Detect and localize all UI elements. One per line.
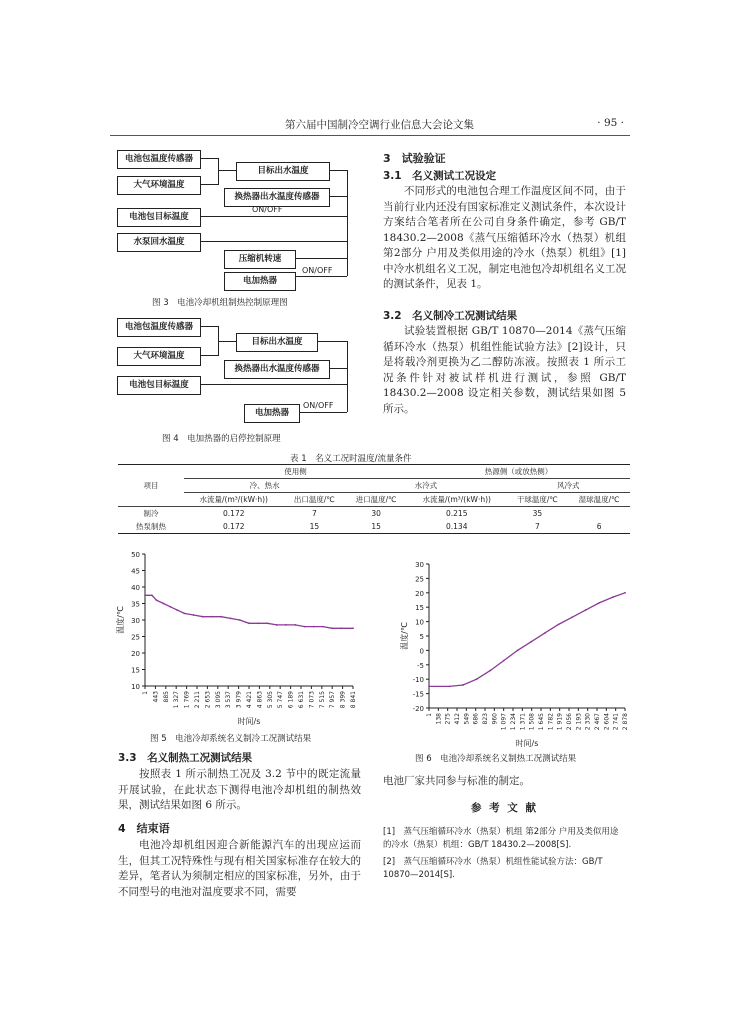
x-tick-label: 2 878 (622, 713, 629, 731)
y-tick-label: -10 (412, 676, 424, 685)
x-tick-label: 7 957 (329, 691, 337, 709)
section-3-1-heading: 3.1 名义测试工况设定 (383, 170, 497, 182)
x-tick-label: 1 (142, 691, 149, 695)
y-tick-label: 10 (415, 618, 424, 627)
fig4-battery-temp-sensor: 电池包温度传感器 (117, 318, 201, 337)
y-tick-label: 30 (415, 561, 424, 569)
connector (218, 341, 236, 342)
x-tick-label: 549 (463, 713, 471, 725)
section-3-2-text: 试验装置根据 GB/T 10870—2014《蒸气压缩循环冷水（热泵）机组性能试验方法》[2]设计，只是将载冷剂更换为乙二醇防冻液。按照表 1 所示工况条件针对被试样机进行测试，参照 GB/T 18430.2—2008 设定相关参数，测试结果如图 5 所示。 (383, 325, 626, 415)
fig3-electric-heater: 电加热器 (224, 272, 296, 291)
table-header-cell: 冷、热水 (184, 479, 345, 493)
fig3-onoff-signal-2: ON/OFF (302, 266, 333, 275)
x-tick-label: 4 421 (246, 691, 253, 709)
fig4-electric-heater: 电加热器 (244, 404, 300, 423)
data-point (517, 650, 519, 652)
x-tick-label: 2 467 (594, 713, 601, 731)
y-tick-label: 50 (131, 551, 140, 559)
data-point (276, 624, 278, 626)
y-tick-label: 20 (131, 650, 140, 658)
connector (317, 341, 347, 342)
data-point (202, 616, 204, 618)
continued-text: 电池厂家共同参与标准的制定。 (383, 775, 530, 787)
figure-5-chart (105, 548, 367, 728)
data-point (489, 670, 491, 672)
y-tick-label: 20 (415, 589, 424, 598)
table-header-row (118, 479, 630, 493)
x-tick-label: 2 193 (575, 713, 583, 731)
x-tick-label: 2 056 (566, 713, 573, 731)
reference-item-2: [2] 蒸气压缩循环冷水（热泵）机组性能试验方法：GB/T 10870—2014[S]. (383, 857, 603, 880)
x-tick-label: 2 741 (612, 713, 620, 731)
data-point (211, 616, 213, 618)
data-point (313, 626, 315, 628)
table-header-cell: 出口温度/℃ (284, 493, 346, 507)
table-header-cell: 干球温度/℃ (507, 493, 569, 507)
x-tick-label: 3 095 (214, 691, 222, 709)
table-cell: 7 (311, 509, 317, 518)
table-cell: 15 (371, 522, 381, 531)
x-tick-label: 7 073 (308, 691, 316, 709)
table-cell: 0.215 (446, 509, 468, 518)
data-point (331, 627, 333, 629)
y-tick-label: 10 (131, 683, 140, 691)
running-header (110, 117, 630, 136)
fig3-caption: 图 3 电池冷却机组制热控制原理图 (152, 298, 288, 308)
connector (295, 258, 347, 259)
data-point (476, 678, 478, 680)
connector (295, 276, 347, 277)
table-row (118, 520, 630, 534)
x-tick-label: 138 (435, 713, 443, 725)
x-tick-label: 2 330 (584, 713, 592, 731)
data-point (285, 624, 287, 626)
fig5-caption: 图 5 电池冷却系统名义制冷工况测试结果 (150, 734, 312, 744)
section-3-3-text: 按照表 1 所示制热工况及 3.2 节中的既定流量开展试验，在此状态下测得电池冷却机组的制热效果，测试结果如图 6 所示。 (118, 768, 361, 811)
table-header-cell: 热源侧（或放热侧） (407, 465, 630, 479)
connector (200, 355, 218, 356)
section-4-text: 电池冷却机组因迎合新能源汽车的出现应运而生，但其工况特殊性与现有相关国家标准存在较大的差异，笔者认为须制定相应的国家标准，另外，由于不同型号的电池对温度要求不同，需要 (118, 839, 361, 898)
y-tick-label: 30 (131, 617, 140, 625)
y-tick-label: 40 (131, 584, 140, 592)
connector (200, 216, 347, 217)
x-tick-label: 443 (152, 691, 160, 703)
temperature-series-line (429, 593, 625, 687)
fig4-onoff-signal: ON/OFF (303, 401, 334, 410)
table-row (118, 507, 630, 521)
fig3-onoff-signal-1: ON/OFF (252, 205, 283, 214)
y-tick-label: -20 (412, 705, 424, 713)
table-cell: 6 (596, 522, 602, 531)
data-point (156, 599, 158, 601)
x-tick-label: 1 234 (510, 713, 517, 731)
fig3-ambient-temp: 大气环境温度 (117, 176, 201, 195)
data-point (151, 594, 153, 596)
table-cell: 35 (532, 509, 543, 518)
table-header-cell: 风冷式 (507, 479, 631, 493)
data-point (248, 622, 250, 624)
connector (200, 241, 347, 242)
table-cell: 0.134 (446, 522, 468, 531)
x-tick-label: 1 (426, 713, 433, 717)
data-point (624, 592, 626, 594)
table-1 (118, 464, 630, 534)
data-point (544, 632, 546, 634)
table-cell: 制冷 (143, 509, 159, 518)
data-point (144, 594, 146, 596)
section-4-heading: 4 结束语 (118, 822, 170, 835)
table-cell: 热泵制热 (136, 522, 166, 531)
connector (200, 184, 218, 185)
table-cell: 7 (534, 522, 540, 531)
data-point (612, 596, 614, 598)
data-point (163, 603, 165, 605)
table-header-cell: 项目 (118, 465, 184, 507)
x-tick-label: 1 919 (556, 713, 564, 731)
x-tick-label: 686 (472, 713, 480, 725)
data-point (294, 624, 296, 626)
data-point (585, 609, 587, 611)
data-point (183, 613, 185, 615)
data-point (598, 602, 600, 604)
x-tick-label: 7 515 (318, 691, 326, 709)
data-point (557, 624, 559, 626)
table-header-row (118, 493, 630, 507)
section-3-2-heading: 3.2 名义制冷工况测试结果 (383, 310, 518, 322)
fig3-compressor-speed: 压缩机转速 (224, 250, 296, 269)
fig4-ambient-temp: 大气环境温度 (117, 347, 201, 366)
y-tick-label: 25 (415, 575, 424, 584)
table-cell: 0.172 (223, 509, 245, 518)
data-point (176, 609, 178, 611)
section-3-3-heading: 3.3 名义制热工况测试结果 (118, 752, 253, 764)
table-cell (568, 507, 630, 521)
x-tick-label: 3 537 (225, 691, 233, 709)
x-tick-label: 8 841 (350, 691, 357, 709)
data-point (170, 606, 172, 608)
table-cell: 0.172 (223, 522, 245, 531)
x-tick-label: 6 189 (287, 691, 295, 709)
x-tick-label: 412 (454, 713, 461, 725)
x-tick-label: 8 399 (339, 691, 347, 709)
x-tick-label: 5 305 (266, 691, 274, 709)
fig4-caption: 图 4 电加热器的启停控制原理 (162, 434, 281, 444)
connector (347, 341, 348, 412)
table-header-cell: 水冷式 (345, 479, 506, 493)
connector (329, 170, 347, 171)
y-tick-label: 25 (131, 633, 140, 642)
x-tick-label: 1 782 (547, 713, 555, 731)
x-axis-label: 时间/s (515, 739, 539, 748)
connector (218, 170, 236, 171)
y-tick-label: 35 (131, 600, 140, 609)
data-point (230, 617, 232, 619)
x-tick-label: 2 604 (603, 713, 611, 731)
y-tick-label: 45 (131, 567, 140, 576)
fig4-target-outlet-temp: 目标出水温度 (236, 333, 318, 352)
data-point (257, 622, 259, 624)
x-tick-label: 1 645 (538, 713, 545, 731)
x-tick-label: 1 097 (500, 713, 508, 731)
x-axis-label: 时间/s (237, 717, 261, 726)
x-tick-label: 6 631 (298, 691, 305, 709)
x-tick-label: 2 653 (204, 691, 212, 709)
table1-title: 表 1 名义工况时温度/流量条件 (290, 454, 412, 464)
x-tick-label: 1 508 (528, 713, 536, 731)
figure-6-chart (385, 558, 635, 750)
data-point (530, 641, 532, 643)
fig3-hx-outlet-sensor: 换热器出水温度传感器 (224, 188, 330, 207)
y-axis-label: 温度/℃ (116, 606, 125, 634)
data-point (571, 616, 573, 618)
connector (200, 384, 347, 385)
data-point (193, 614, 195, 616)
fig3-target-outlet-temp: 目标出水温度 (236, 162, 330, 181)
data-point (304, 626, 306, 628)
data-point (267, 622, 269, 624)
x-tick-label: 275 (444, 713, 452, 725)
data-point (448, 686, 450, 688)
connector (329, 368, 347, 369)
x-tick-label: 1 769 (183, 691, 191, 709)
fig6-caption: 图 6 电池冷却系统名义制热工况测试结果 (415, 754, 577, 764)
page-number: · 95 · (597, 117, 624, 129)
table-header-cell: 使用侧 (184, 465, 407, 479)
y-tick-label: 15 (415, 604, 424, 613)
x-tick-label: 5 747 (277, 691, 285, 709)
section-3-heading: 3 试验验证 (383, 152, 446, 165)
y-axis-label: 温度/℃ (400, 622, 409, 650)
data-point (239, 619, 241, 621)
x-tick-label: 823 (482, 713, 489, 725)
table-cell: 30 (371, 509, 381, 518)
table-header-cell: 湿球温度/℃ (568, 493, 630, 507)
x-tick-label: 3 979 (235, 691, 243, 709)
x-tick-label: 885 (162, 691, 170, 703)
x-tick-label: 1 371 (519, 713, 527, 731)
section-3-1-text: 不同形式的电池包合理工作温度区间不同，由于当前行业内还没有国家标准定义测试条件，本次设计方案结合笔者所在公司自身条件确定，参考 GB/T 18430.2—2008《蒸气压缩循环冷水（热泵）机组 第2部分 户用及类似用途的冷水（热泵）机组》[1]中冷水机组名义工况，制定电池包冷却机组名义工况的测试条件，见表 1。 (383, 185, 626, 290)
y-tick-label: 0 (419, 647, 424, 656)
table-header-cell: 水流量/(m³/(kW·h)) (407, 493, 507, 507)
fig3-battery-target-temp: 电池包目标温度 (117, 208, 201, 227)
header-title: 第六届中国制冷空调行业信息大会论文集 (285, 119, 474, 131)
reference-item-1: [1] 蒸气压缩循环冷水（热泵）机组 第2部分 户用及类似用途的冷水（热泵）机组：GB/T 18430.2—2008[S]. (383, 827, 619, 850)
connector (200, 158, 218, 159)
y-tick-label: -5 (417, 661, 424, 670)
connector (329, 196, 347, 197)
y-tick-label: -15 (412, 690, 424, 699)
fig3-battery-temp-sensor: 电池包温度传感器 (117, 150, 201, 169)
x-tick-label: 960 (491, 713, 499, 725)
connector (299, 412, 347, 413)
data-point (341, 627, 343, 629)
connector (200, 326, 218, 327)
x-tick-label: 2 211 (194, 691, 201, 709)
fig4-hx-outlet-sensor: 换热器出水温度传感器 (224, 360, 330, 379)
x-tick-label: 1 327 (173, 691, 181, 709)
y-tick-label: 15 (131, 666, 140, 675)
table-header-row (118, 465, 630, 479)
fig3-pump-return-temp: 水泵回水温度 (117, 233, 201, 252)
connector (218, 158, 219, 185)
y-tick-label: 5 (419, 633, 424, 641)
x-tick-label: 4 863 (256, 691, 264, 709)
fig4-battery-target-temp: 电池包目标温度 (117, 376, 201, 395)
table-cell: 15 (309, 522, 320, 531)
table-header-cell: 进口温度/℃ (345, 493, 407, 507)
data-point (322, 626, 324, 628)
data-point (428, 686, 430, 688)
data-point (503, 660, 505, 662)
connector (347, 170, 348, 276)
data-point (352, 627, 354, 629)
data-point (220, 616, 222, 618)
references-heading: 参 考 文 献 (471, 802, 538, 814)
data-point (462, 684, 464, 686)
table-header-cell: 水流量/(m³/(kW·h)) (184, 493, 284, 507)
